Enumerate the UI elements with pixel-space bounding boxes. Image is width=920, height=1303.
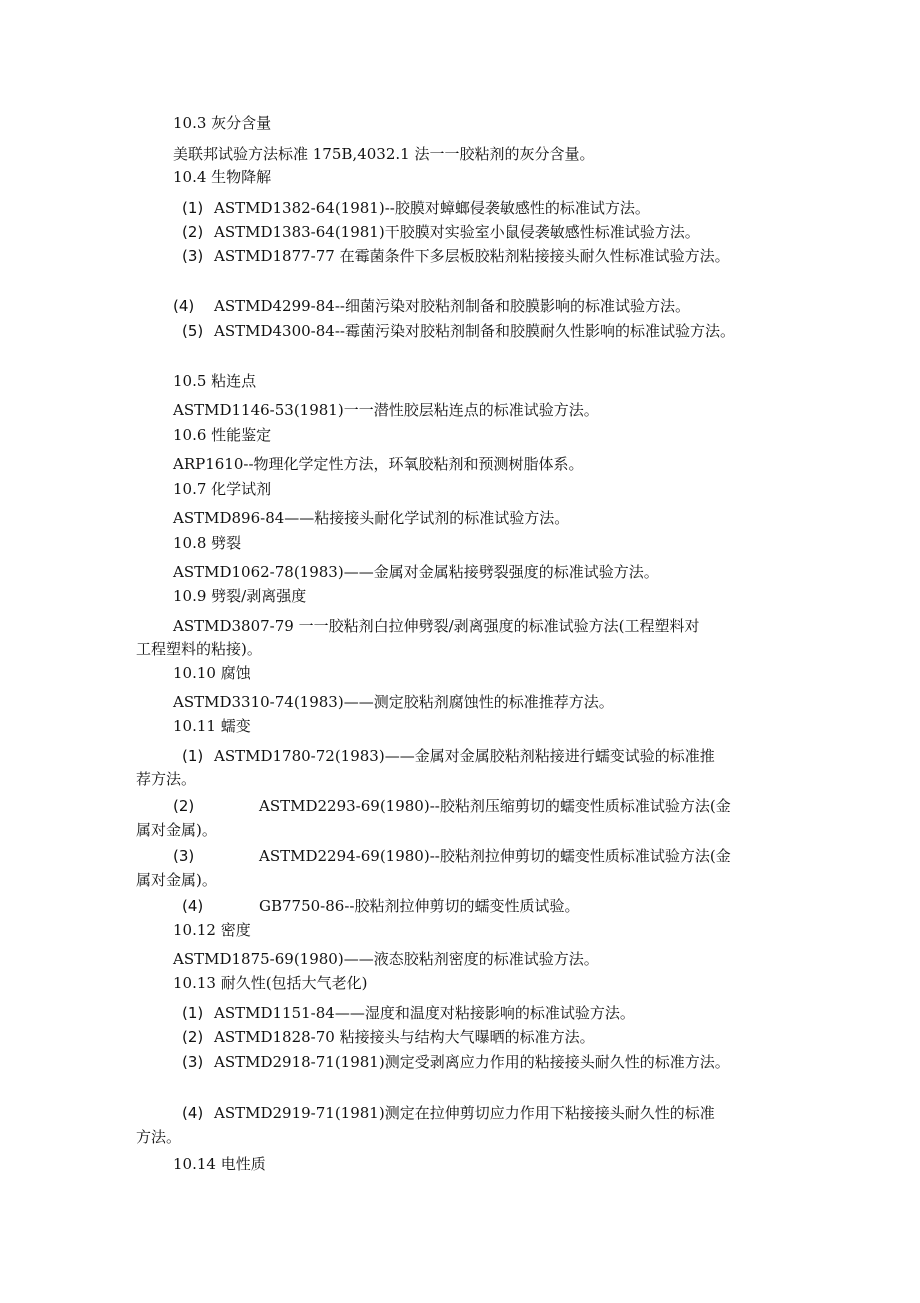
section-body-10-3: 美联邦试验方法标准 175B,4032.1 法一一胶粘剂的灰分含量。 [173,145,595,163]
section-heading-10-11: 10.11 蠕变 [173,717,251,735]
section-heading-10-6: 10.6 性能鉴定 [173,426,272,444]
section-heading-10-12: 10.12 密度 [173,921,251,939]
list-item-number: (3) [182,1053,204,1071]
list-item-continuation: 荐方法。 [136,770,197,788]
list-item-number: (2) [182,1028,204,1046]
list-item-text: ASTMD1828-70 粘接接头与结构大气曝晒的标准方法。 [214,1028,595,1046]
list-item [182,1003,635,1023]
list-item [173,796,731,816]
section-heading-10-5: 10.5 粘连点 [173,372,257,390]
list-item-continuation: 属对金属)。 [136,871,217,889]
section-heading-10-8: 10.8 劈裂 [173,534,242,552]
list-item-text: ASTMD1382-64(1981)--胶膜对蟑螂侵袭敏感性的标准试方法。 [214,199,650,217]
list-item-text: ASTMD4299-84--细菌污染对胶粘剂制备和胶膜影响的标准试验方法。 [214,297,690,315]
list-item [182,1103,715,1123]
list-item [182,746,715,766]
list-item-text: ASTMD2294-69(1980)--胶粘剂拉伸剪切的蠕变性质标准试验方法(金 [259,847,731,865]
list-item-text: ASTMD1383-64(1981)干胶膜对实验室小鼠侵袭敏感性标准试验方法。 [214,223,700,241]
list-item-text: ASTMD1877-77 在霉菌条件下多层板胶粘剂粘接接头耐久性标准试验方法。 [214,247,730,265]
list-item-number: (5) [182,322,204,340]
list-item [182,1052,730,1072]
list-item [182,246,730,266]
list-item-number: (3) [173,847,195,865]
list-item-text: GB7750-86--胶粘剂拉伸剪切的蠕变性质试验。 [259,897,580,915]
list-item-number: (2) [173,797,195,815]
list-item [182,896,579,916]
section-body-10-7: ASTMD896-84——粘接接头耐化学试剂的标准试验方法。 [173,509,570,527]
list-item-number: (3) [182,247,204,265]
section-heading-10-10: 10.10 腐蚀 [173,664,251,682]
section-heading-10-3: 10.3 灰分含量 [173,114,272,132]
list-item-continuation: 方法。 [136,1128,182,1146]
section-heading-10-9: 10.9 劈裂/剥离强度 [173,587,307,605]
list-item-text: ASTMD1151-84——湿度和温度对粘接影响的标准试验方法。 [214,1004,635,1022]
list-item [173,846,731,866]
list-item-number: (1) [182,747,204,765]
section-body-10-9-line-1: ASTMD3807-79 一一胶粘剂白拉伸劈裂/剥离强度的标准试验方法(工程塑料对 [173,617,700,635]
list-item [182,222,700,242]
list-item [182,1027,595,1047]
section-heading-10-14: 10.14 电性质 [173,1155,266,1173]
section-body-10-10: ASTMD3310-74(1983)——测定胶粘剂腐蚀性的标准推荐方法。 [173,693,614,711]
section-body-10-5: ASTMD1146-53(1981)一一潜性胶层粘连点的标准试验方法。 [173,401,599,419]
section-heading-10-13: 10.13 耐久性(包括大气老化) [173,974,368,992]
section-body-10-9-line-2: 工程塑料的粘接)。 [136,640,262,658]
section-body-10-12: ASTMD1875-69(1980)——液态胶粘剂密度的标准试验方法。 [173,950,599,968]
list-item-continuation: 属对金属)。 [136,821,217,839]
list-item-text: ASTMD2293-69(1980)--胶粘剂压缩剪切的蠕变性质标准试验方法(金 [259,797,731,815]
section-heading-10-4: 10.4 生物降解 [173,168,272,186]
list-item-number: (2) [182,223,204,241]
section-body-10-8: ASTMD1062-78(1983)——金属对金属粘接劈裂强度的标准试验方法。 [173,563,659,581]
list-item-number: (4) [182,897,204,915]
list-item-text: ASTMD2918-71(1981)测定受剥离应力作用的粘接接头耐久性的标准方法。 [214,1053,730,1071]
section-heading-10-7: 10.7 化学试剂 [173,480,272,498]
list-item-text: ASTMD1780-72(1983)——金属对金属胶粘剂粘接进行蠕变试验的标准推 [214,747,715,765]
list-item-number: (4) [182,1104,204,1122]
list-item [182,321,735,341]
list-item [182,198,650,218]
list-item-text: ASTMD2919-71(1981)测定在拉伸剪切应力作用下粘接接头耐久性的标准 [214,1104,715,1122]
list-item [173,296,690,316]
section-body-10-6: ARP1610--物理化学定性方法，环氧胶粘剂和预测树脂体系。 [173,455,584,473]
list-item-number: (1) [182,1004,204,1022]
list-item-text: ASTMD4300-84--霉菌污染对胶粘剂制备和胶膜耐久性影响的标准试验方法。 [214,322,735,340]
list-item-number: (4) [173,297,195,315]
list-item-number: (1) [182,199,204,217]
